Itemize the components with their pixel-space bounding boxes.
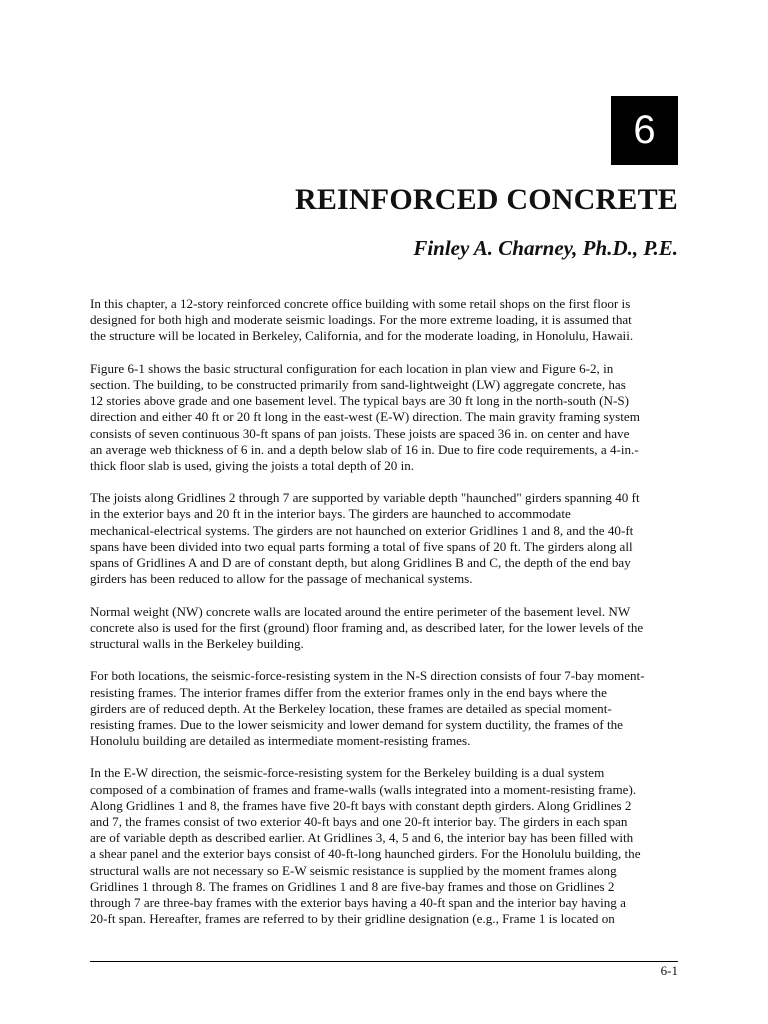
text-line: direction and either 40 ft or 20 ft long in the east-west (E-W) direction. The main gravity framing system: [90, 409, 640, 425]
paragraph: [90, 361, 680, 474]
text-line: In the E-W direction, the seismic-force-resisting system for the Berkeley building is a dual system: [90, 765, 605, 781]
paragraph: [90, 296, 680, 345]
text-line: Normal weight (NW) concrete walls are located around the entire perimeter of the basement level. NW: [90, 603, 631, 619]
text-line: Figure 6-1 shows the basic structural configuration for each location in plan view and Figure 6-2, in: [90, 360, 614, 376]
text-line: thick floor slab is used, giving the joists a total depth of 20 in.: [90, 457, 415, 473]
text-line: girders are of reduced depth. At the Berkeley location, these frames are detailed as special moment-: [90, 700, 612, 716]
text-line: Honolulu building are detailed as intermediate moment-resisting frames.: [90, 733, 471, 749]
text-line: are of variable depth as described earlier. At Gridlines 3, 4, 5 and 6, the interior bay has been filled with: [90, 830, 634, 846]
text-line: resisting frames. Due to the lower seismicity and lower demand for system ductility, the frames of the: [90, 716, 623, 732]
text-line: The joists along Gridlines 2 through 7 are supported by variable depth "haunched" girders spanning 40 ft: [90, 490, 640, 506]
text-line: girders has been reduced to allow for the passage of mechanical systems.: [90, 571, 473, 587]
text-line: and 7, the frames consist of two exterior 40-ft bays and one 20-ft interior bay. The girders in each span: [90, 814, 628, 829]
text-line: structural walls in the Berkeley building.: [90, 635, 304, 651]
text-line: In this chapter, a 12-story reinforced concrete office building with some retail shops on the first floor is: [90, 296, 631, 311]
text-line: 20-ft span. Hereafter, frames are referred to by their gridline designation (e.g., Frame 1 is located on: [90, 911, 615, 927]
text-line: designed for both high and moderate seismic loadings. For the more extreme loading, it is assumed that: [90, 312, 632, 328]
page-number: 6-1: [660, 963, 678, 978]
text-line: composed of a combination of frames and frame-walls (walls integrated into a moment-resisting frame).: [90, 781, 637, 797]
body-text: [90, 296, 680, 944]
text-line: mechanical-electrical systems. The girders are not haunched on exterior Gridlines 1 and 8, and the 40-ft: [90, 522, 634, 538]
text-line: Gridlines 1 through 8. The frames on Gridlines 1 and 8 are five-bay frames and those on Gridlines 2: [90, 878, 615, 894]
author-byline: Finley A. Charney, Ph.D., P.E.: [413, 236, 678, 260]
text-line: consists of seven continuous 30-ft spans of pan joists. These joists are spaced 36 in. on center and have: [90, 425, 630, 441]
chapter-number-box: [611, 96, 678, 165]
text-line: through 7 are three-bay frames with the exterior bays having a 40-ft span and the interior bay having a: [90, 894, 626, 910]
text-line: Along Gridlines 1 and 8, the frames have five 20-ft bays with constant depth girders. Along Gridlines 2: [90, 797, 632, 813]
text-line: 12 stories above grade and one basement level. The typical bays are 30 ft long in the north-south (N-S): [90, 393, 629, 409]
text-line: the structure will be located in Berkeley, California, and for the moderate loading, in Honolulu, Hawaii.: [90, 328, 634, 344]
text-line: spans of Gridlines A and D are of constant depth, but along Gridlines B and C, the depth of the end bay: [90, 555, 631, 570]
text-line: an average web thickness of 6 in. and a depth below slab of 16 in. Due to fire code requirements, a 4-in.-: [90, 441, 639, 457]
text-line: resisting frames. The interior frames differ from the exterior frames only in the end bays where the: [90, 684, 607, 700]
text-line: a shear panel and the exterior bays consist of 40-ft-long haunched girders. For the Honolulu building, the: [90, 846, 641, 862]
paragraph: [90, 765, 680, 927]
text-line: in the exterior bays and 20 ft in the interior bays. The girders are haunched to accommodate: [90, 506, 571, 522]
chapter-number: 6: [633, 108, 656, 152]
text-line: concrete also is used for the first (ground) floor framing and, as described later, for the lower levels of the: [90, 619, 644, 635]
chapter-title: REINFORCED CONCRETE: [294, 183, 678, 216]
text-line: section. The building, to be constructed primarily from sand-lightweight (LW) aggregate concrete, has: [90, 376, 626, 392]
paragraph: [90, 490, 680, 587]
paragraph: [90, 604, 680, 653]
text-line: spans have been divided into two equal parts forming a total of five spans of 20 ft. The girders along all: [90, 538, 633, 554]
text-line: For both locations, the seismic-force-resisting system in the N-S direction consists of four 7-bay moment-: [90, 668, 645, 684]
text-line: structural walls are not necessary so E-W seismic resistance is supplied by the moment frames along: [90, 862, 617, 878]
footer-rule: [90, 961, 678, 962]
paragraph: [90, 668, 680, 749]
